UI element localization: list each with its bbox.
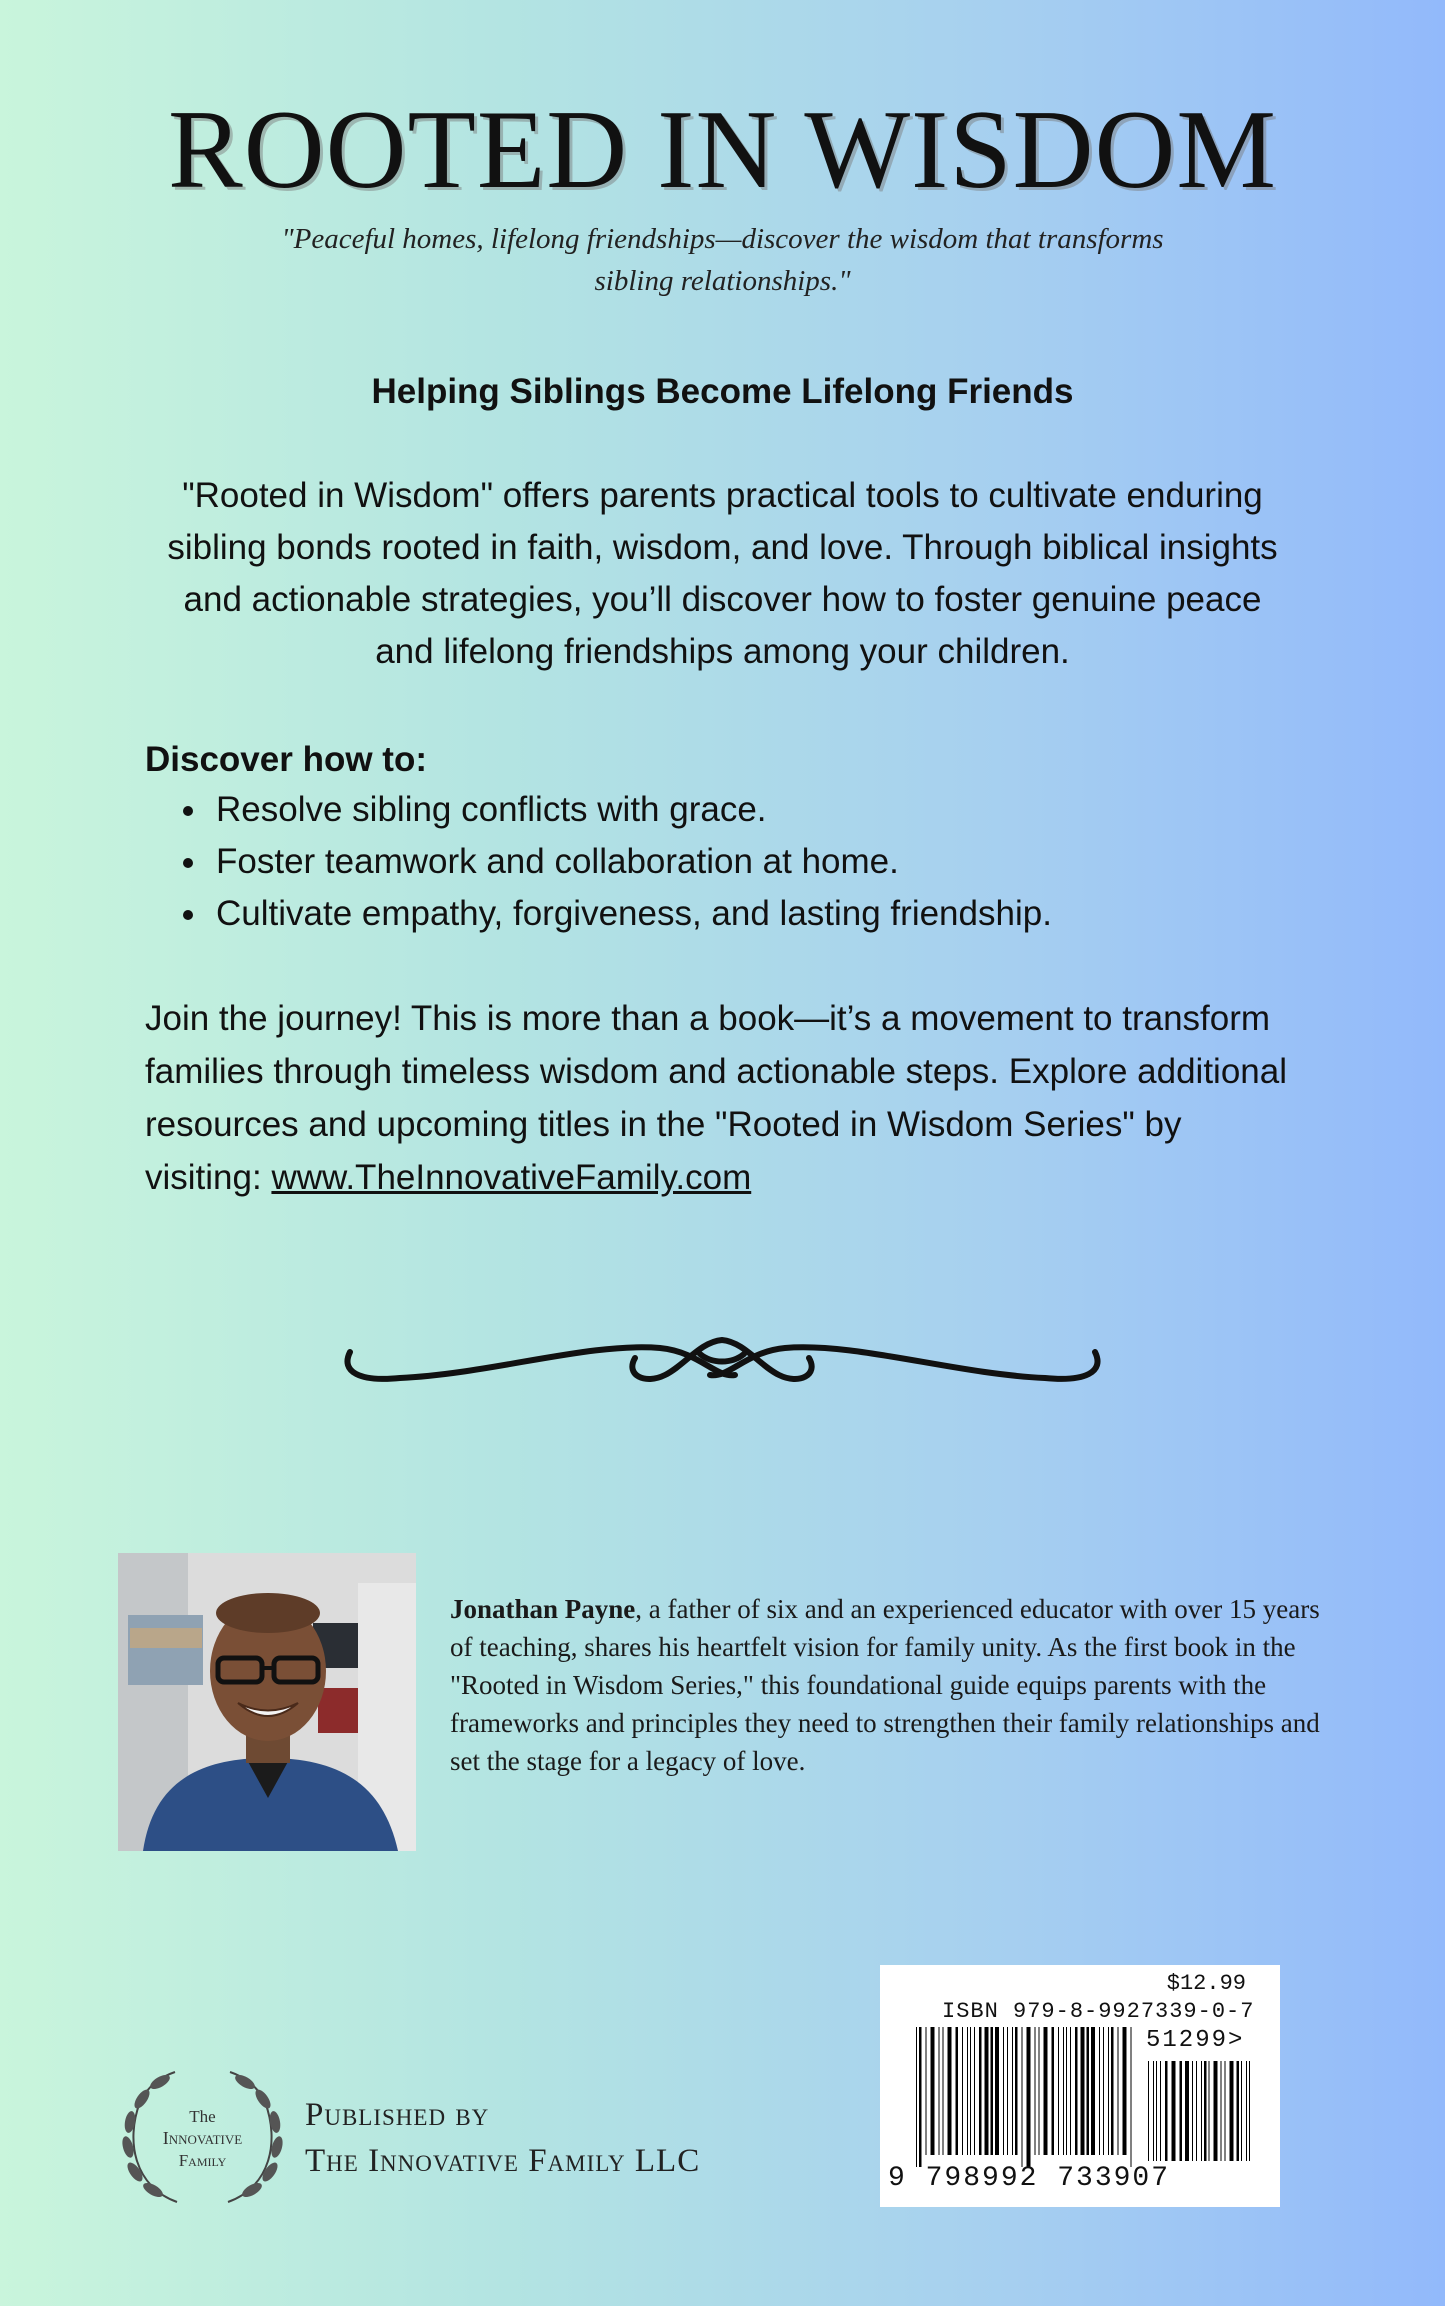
barcode-bar — [1209, 2061, 1210, 2161]
list-item: • Foster teamwork and collaboration at home. — [210, 836, 1310, 888]
barcode-bar — [985, 2027, 989, 2155]
barcode-bar — [1027, 2027, 1031, 2167]
discover-list — [170, 784, 1310, 940]
author-bio-text: , a father of six and an experienced educator with over 15 years of teaching, shares his heartfelt vision for family unity. As the first book in the "Rooted in Wisdom Series," this foundational guide equips parents with the frameworks and principles they need to strengthen their family relationships and set the stage for a legacy of love. — [450, 1594, 1320, 1776]
barcode-bar — [943, 2027, 944, 2155]
join-paragraph — [145, 992, 1295, 1204]
barcode-bar — [1249, 2061, 1250, 2161]
barcode-bar — [1063, 2027, 1064, 2155]
author-name: Jonathan Payne — [450, 1594, 636, 1624]
author-photo — [118, 1553, 416, 1851]
barcode-bar — [1070, 2027, 1071, 2155]
barcode-bar — [1148, 2061, 1149, 2161]
barcode-bar — [970, 2027, 971, 2155]
barcode-bar — [1007, 2027, 1008, 2155]
barcode-bar — [916, 2027, 917, 2167]
barcode-bar — [991, 2027, 994, 2155]
barcode-bar — [1075, 2027, 1078, 2155]
barcode-bar — [962, 2027, 963, 2155]
barcode-bar — [1241, 2061, 1242, 2161]
barcode-bar — [1230, 2061, 1234, 2161]
price-label: $12.99 — [1166, 1971, 1246, 1996]
barcode-bar — [1214, 2061, 1218, 2161]
barcode-bar — [1225, 2061, 1226, 2161]
flourish-divider-icon — [340, 1330, 1105, 1390]
barcode-bar — [1196, 2061, 1197, 2161]
barcode-bar — [1022, 2027, 1023, 2167]
barcode-bar — [1246, 2061, 1247, 2161]
barcode-bar — [995, 2027, 999, 2155]
barcode-bar — [1003, 2027, 1004, 2155]
author-bio — [450, 1590, 1330, 1780]
barcode-bar — [1221, 2061, 1222, 2161]
logo-text-the: The — [189, 2107, 216, 2126]
intro-paragraph: "Rooted in Wisdom" offers parents practical tools to cultivate enduring sibling bonds rooted in faith, wisdom, and love. Through biblical insights and actionable strategies, you’ll discover how to foster genuine peace and lifelong friendships among your children. — [167, 476, 1278, 671]
discover-heading: Discover how to: — [145, 740, 427, 779]
barcode-bar — [1108, 2027, 1109, 2155]
price-addon-code: 51299> — [1146, 2027, 1245, 2054]
barcode-bar — [979, 2027, 982, 2155]
barcode-bar — [1015, 2027, 1018, 2155]
barcode-bar — [1081, 2027, 1085, 2155]
barcode-bar — [1156, 2061, 1157, 2161]
barcode-bar — [1204, 2061, 1207, 2161]
barcode-bar — [1087, 2027, 1090, 2155]
barcode-bar — [1131, 2027, 1132, 2167]
subtitle: Helping Siblings Become Lifelong Friends — [371, 372, 1074, 411]
barcode-bar — [1201, 2061, 1202, 2161]
barcode-bar — [1091, 2027, 1095, 2155]
isbn-barcode — [880, 1965, 1280, 2207]
barcode-bar — [1012, 2027, 1013, 2155]
barcode-bar — [1118, 2027, 1119, 2155]
barcode-bar — [1180, 2061, 1183, 2161]
barcode-bar — [926, 2027, 927, 2155]
barcode-bar — [939, 2027, 940, 2155]
barcode-bar — [1185, 2061, 1189, 2161]
barcode-bar — [967, 2027, 968, 2155]
barcode-bar — [1165, 2061, 1168, 2161]
barcode-bar — [1123, 2027, 1127, 2155]
barcode-bar — [1111, 2027, 1114, 2155]
barcode-bar — [1160, 2061, 1161, 2161]
barcode-bar — [956, 2027, 959, 2155]
barcode-bar — [931, 2027, 935, 2155]
barcode-bar — [1192, 2061, 1193, 2161]
publisher-name: The Innovative Family LLC — [305, 2143, 701, 2179]
list-item: • Cultivate empathy, forgiveness, and lasting friendship. — [210, 888, 1310, 940]
barcode-bar — [1172, 2061, 1176, 2161]
logo-text-family: Family — [178, 2151, 227, 2170]
published-by-label: Published by — [305, 2097, 490, 2133]
website-link[interactable]: www.TheInnovativeFamily.com — [271, 1158, 752, 1197]
isbn-label: ISBN 979-8-9927339-0-7 — [942, 1999, 1255, 2024]
barcode-bar — [919, 2027, 922, 2167]
list-item: • Resolve sibling conflicts with grace. — [210, 784, 1310, 836]
isbn-digits: 9 798992 733907 — [888, 2163, 1171, 2194]
barcode-bar — [1044, 2027, 1048, 2155]
publisher-logo — [115, 2062, 290, 2212]
barcode-bar — [1153, 2061, 1154, 2161]
tagline-quote: "Peaceful homes, lifelong friendships—discover the wisdom that transforms sibling relationships." — [281, 223, 1164, 297]
logo-text-innovative: Innovative — [162, 2128, 243, 2148]
barcode-bar — [1099, 2027, 1100, 2155]
barcode-bar — [974, 2027, 975, 2155]
barcode-bar — [1103, 2027, 1104, 2155]
barcode-bar — [1039, 2027, 1040, 2155]
barcode-bar — [1058, 2027, 1059, 2155]
barcode-bar — [1237, 2061, 1240, 2161]
barcode-bar — [1035, 2027, 1036, 2155]
publisher-info — [305, 2092, 700, 2184]
join-text: Join the journey! This is more than a book—it’s a movement to transform families through timeless wisdom and actionable steps. Explore additional resources and upcoming titles in the "Rooted in Wisdom Series" by visiting: — [145, 999, 1287, 1197]
book-title: ROOTED IN WISDOM — [168, 88, 1277, 212]
barcode-bar — [1052, 2027, 1055, 2155]
barcode-bar — [1066, 2027, 1067, 2155]
barcode-bar — [948, 2027, 952, 2155]
